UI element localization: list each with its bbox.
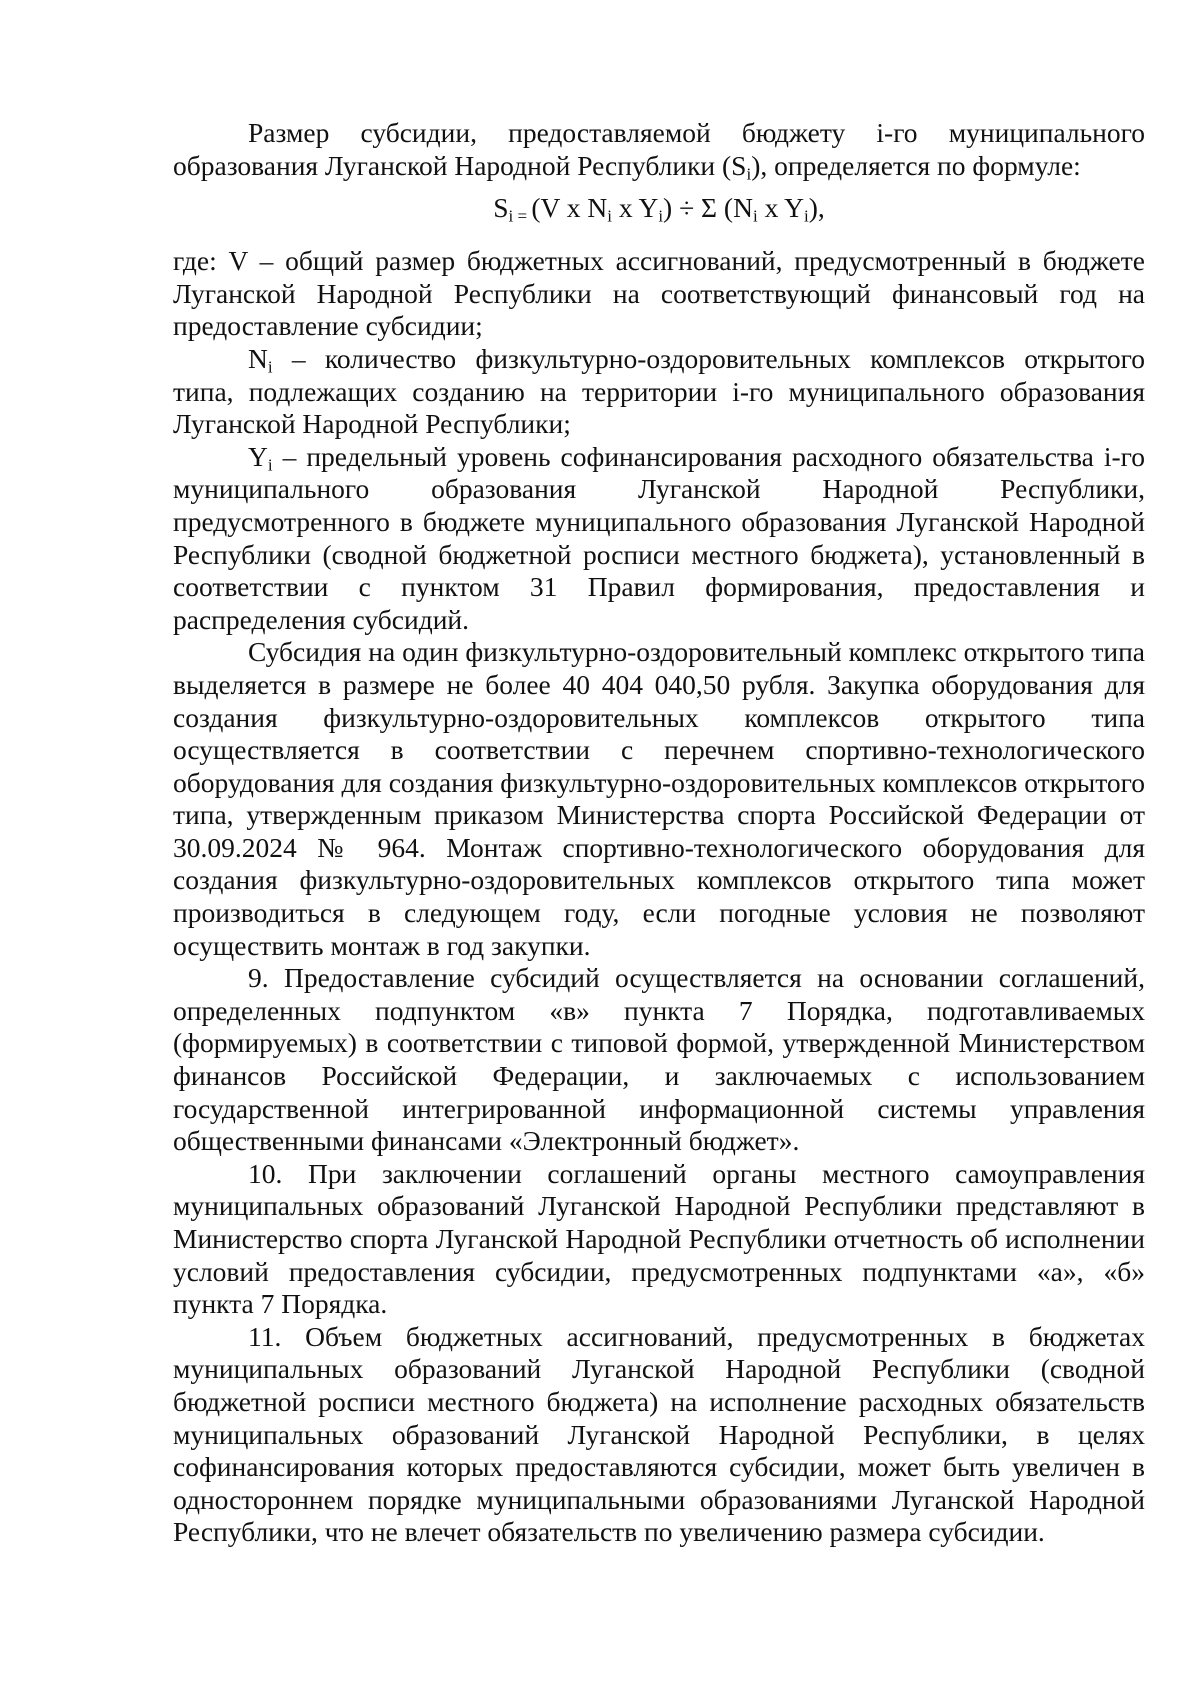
formula-s: S [493,192,509,224]
formula-eq: = [513,206,532,226]
y-sub: i [267,455,273,474]
intro-text: Размер субсидии, предоставляемой бюджету i-го муниципального образования Луганской Народной Республики (S [173,117,1145,181]
subsidy-paragraph: Субсидия на один физкультурно-оздоровительный комплекс открытого типа выделяется в размере не более 40 404 040,50 рубля. Закупка оборудования для создания физкультурно-оздоровительных комплексов открытого типа осуществляется в соответствии с перечнем спортивно-технологического оборудования для создания физкультурно-оздоровительных комплексов открытого типа, утвержденным приказом Министерства спорта Российской Федерации от 30.09.2024 № 964. Монтаж спортивно-технологического оборудования для создания физкультурно-оздоровительных комплексов открытого типа может производиться в следующем году, если погодные условия не позволяют осуществить монтаж в год закупки. [173,636,1145,961]
document-body [173,117,1145,1549]
n-text: – количество физкультурно-оздоровительных комплексов открытого типа, подлежащих созданию на территории i-го муниципального образования Луганской Народной Республики; [173,342,1145,440]
formula-part4: x Y [757,192,805,224]
n-label: N [248,342,268,374]
formula-part5: ), [808,192,825,224]
y-definition-paragraph [173,441,1145,637]
formula-part4-sub: i [804,206,809,226]
formula-s-sub: i [508,206,514,226]
formula-part3: ) ÷ Σ (N [663,192,753,224]
n-sub: i [267,357,273,377]
y-label: Y [248,440,268,472]
formula [173,192,1145,224]
item-10-paragraph: 10. При заключении соглашений органы местного самоуправления муниципальных образований Луганской Народной Республики представляют в Министерство спорта Луганской Народной Республики отчетность об исполнении условий предоставления субсидии, предусмотренных подпунктами «а», «б» пункта 7 Порядка. [173,1157,1145,1320]
formula-part2: x Y [611,192,659,224]
item-11-paragraph: 11. Объем бюджетных ассигнований, предусмотренных в бюджетах муниципальных образований Луганской Народной Республики (сводной бюджетной росписи местного бюджета) на исполнение расходных обязательств муниципальных образований Луганской Народной Республики, в целях софинансирования которых предоставляются субсидии, может быть увеличен в одностороннем порядке муниципальными образованиями Луганской Народной Республики, что не влечет обязательств по увеличению размера субсидии. [173,1320,1145,1548]
y-text: – предельный уровень софинансирования расходного обязательства i-го муниципального образования Луганской Народной Республики, предусмотренного в бюджете муниципального образования Луганской Народной Республики (сводной бюджетной росписи местного бюджета), установленный в соответствии с пунктом 31 Правил формирования, предоставления и распределения субсидий. [173,440,1145,635]
where-v-paragraph: где: V – общий размер бюджетных ассигнований, предусмотренный в бюджете Луганской Народной Республики на соответствующий финансовый год на предоставление субсидии; [173,245,1145,342]
item-9-paragraph: 9. Предоставление субсидий осуществляется на основании соглашений, определенных подпунктом «в» пункта 7 Порядка, подготавливаемых (формируемых) в соответствии с типовой формой, утвержденной Министерством финансов Российской Федерации, и заключаемых с использованием государственной интегрированной информационной системы управления общественными финансами «Электронный бюджет». [173,962,1145,1157]
intro-subscript: i [746,163,752,183]
intro-text-end: ), определяется по формуле: [751,149,1081,181]
formula-part1: (V x N [531,192,608,224]
intro-paragraph [173,117,1145,182]
formula-part1-sub: i [607,206,612,226]
formula-part2-sub: i [658,206,664,226]
n-definition-paragraph [173,343,1145,441]
formula-part3-sub: i [752,206,758,226]
